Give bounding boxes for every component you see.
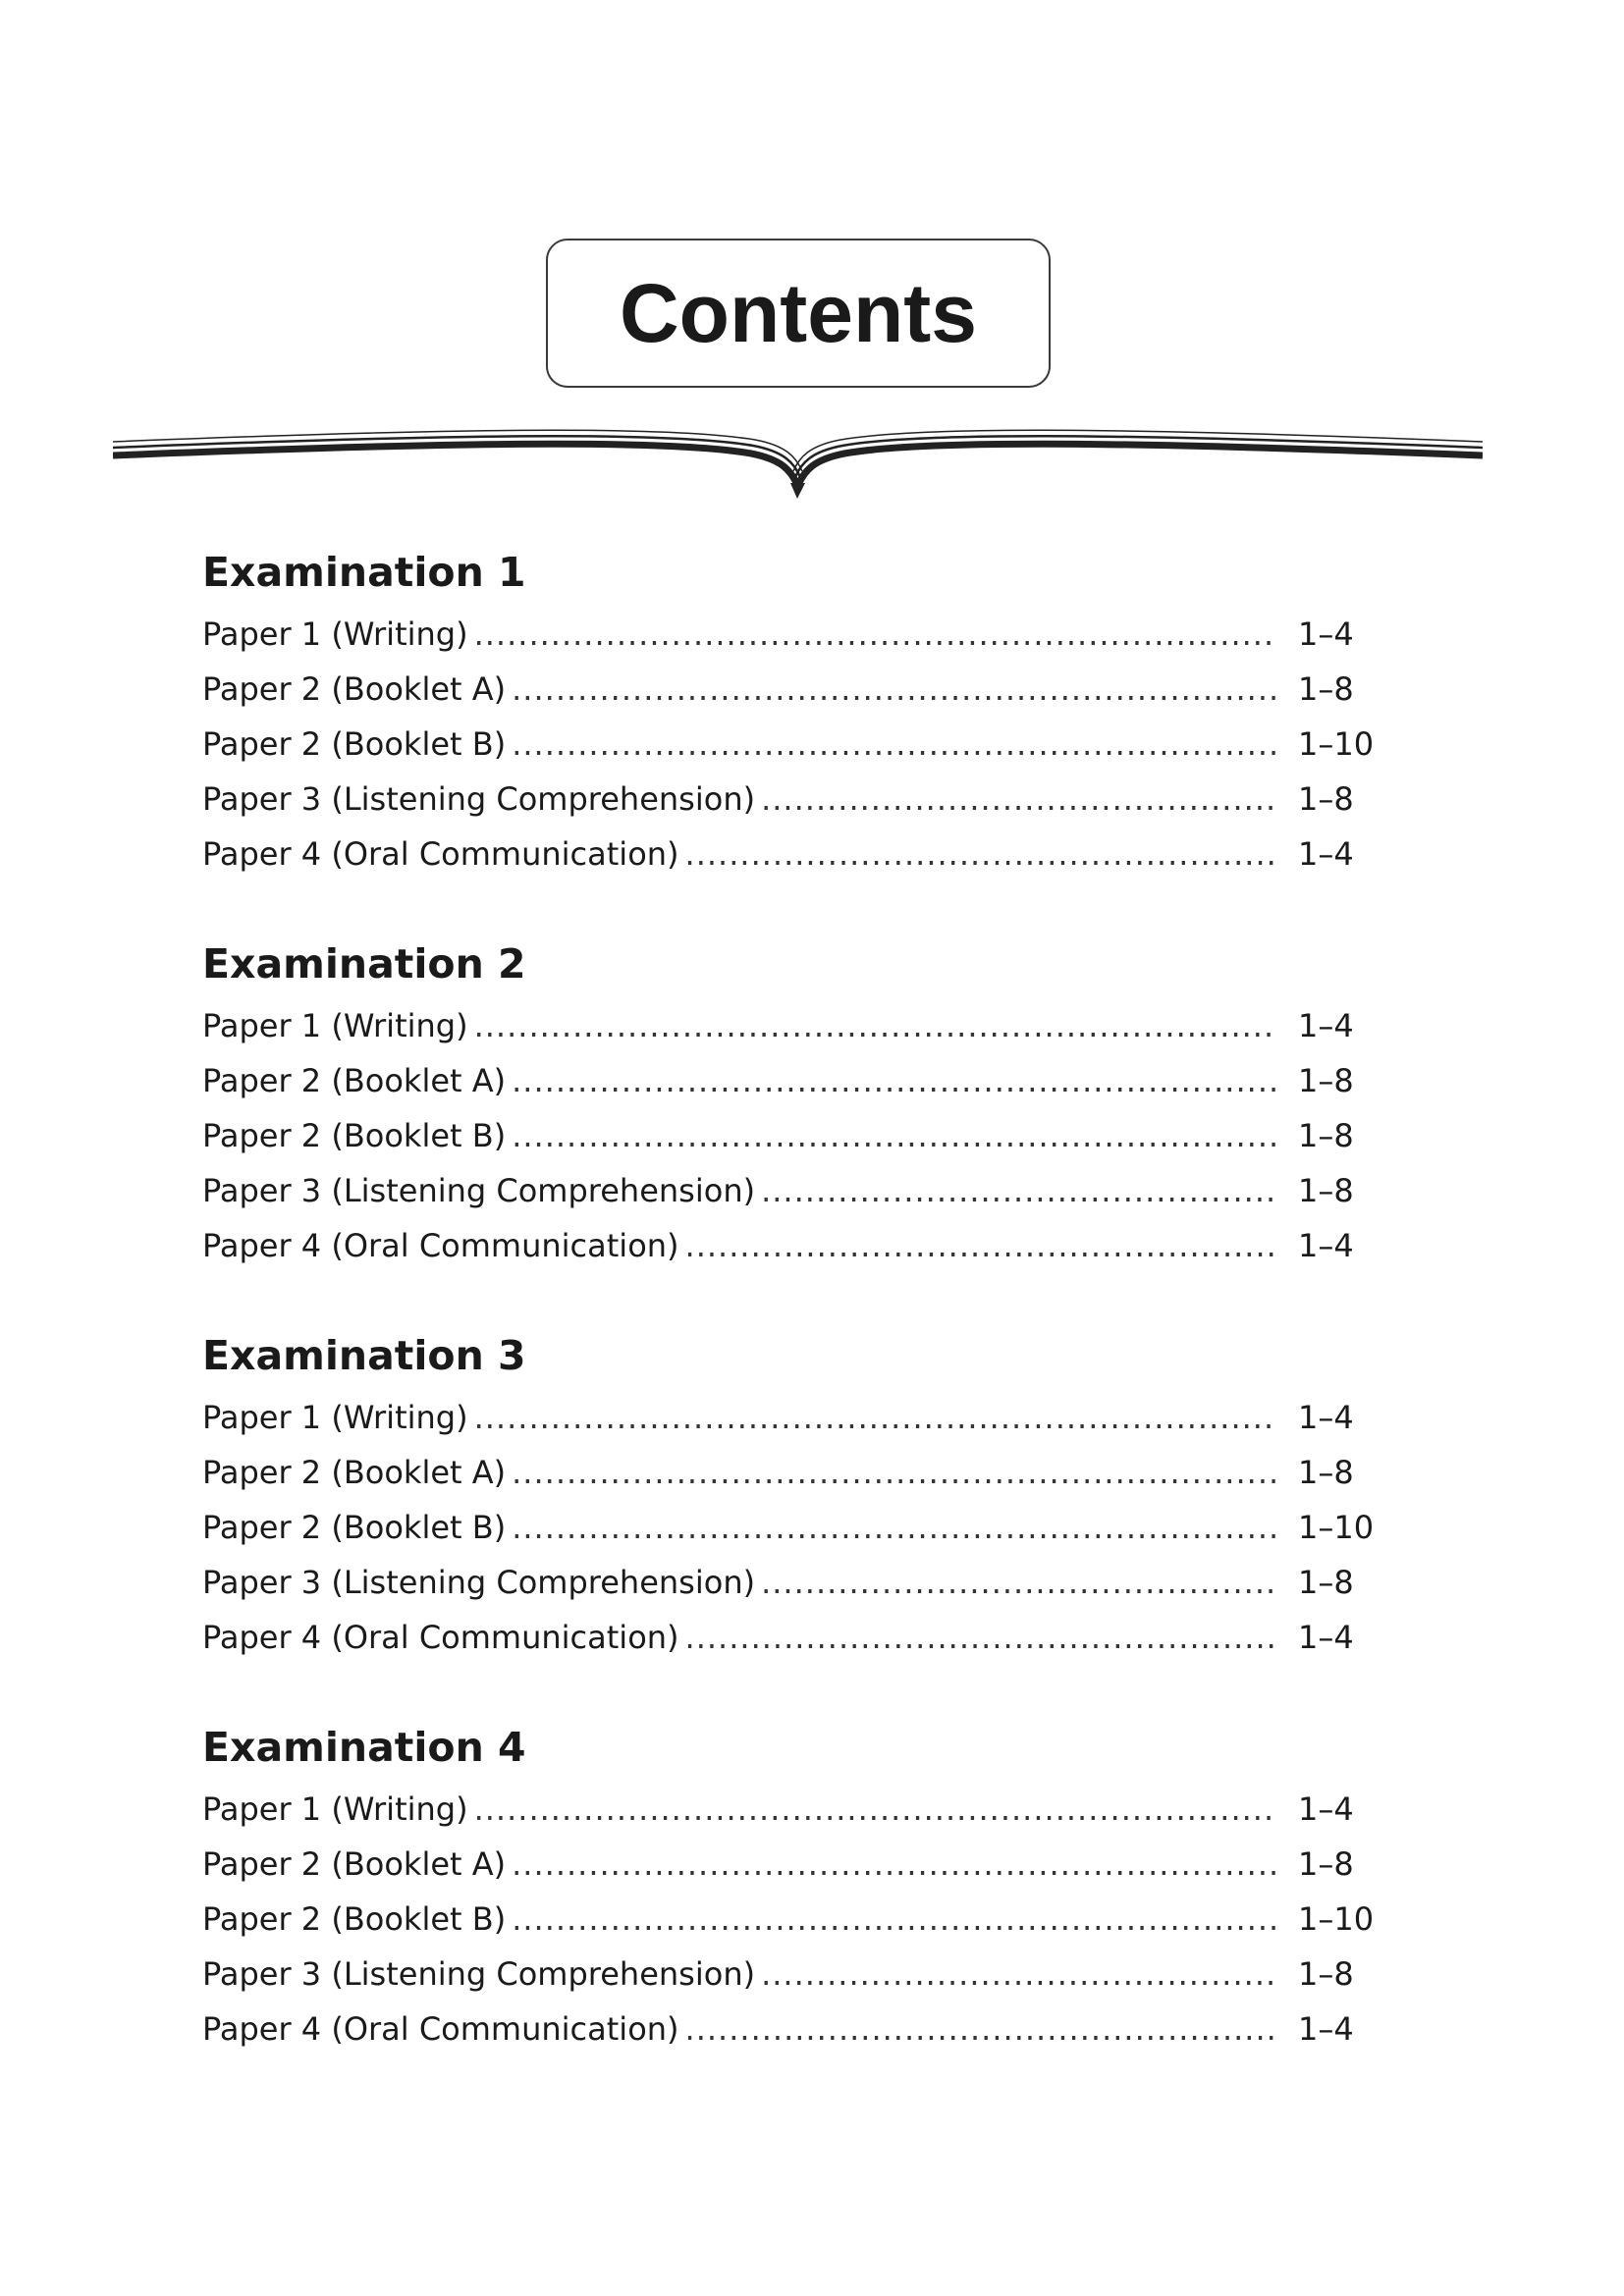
toc-dot-leader bbox=[512, 717, 1276, 772]
toc-entry-label: Paper 3 (Listening Comprehension) bbox=[202, 1955, 756, 1993]
divider-right-curve bbox=[798, 444, 1483, 485]
toc-entry bbox=[202, 1163, 1420, 1218]
toc-entry-pages: 1–4 bbox=[1298, 1399, 1354, 1436]
toc-dot-leader bbox=[512, 662, 1276, 717]
toc-entry bbox=[202, 607, 1420, 662]
exam-section bbox=[202, 1321, 1420, 1665]
toc-entry-pages: 1–8 bbox=[1298, 1564, 1354, 1601]
toc-entry-label: Paper 4 (Oral Communication) bbox=[202, 2010, 679, 2048]
toc-entry-pages: 1–4 bbox=[1298, 2010, 1354, 2048]
toc-entry-pages: 1–4 bbox=[1298, 1619, 1354, 1656]
toc-entry bbox=[202, 1218, 1420, 1273]
table-of-contents bbox=[202, 538, 1420, 2056]
section-spacer bbox=[202, 1665, 1420, 1713]
toc-entry-pages: 1–8 bbox=[1298, 1117, 1354, 1154]
toc-dot-leader bbox=[512, 1108, 1276, 1163]
toc-entry bbox=[202, 827, 1420, 881]
toc-entry bbox=[202, 1108, 1420, 1163]
toc-entry bbox=[202, 717, 1420, 772]
toc-entry-pages: 1–8 bbox=[1298, 1845, 1354, 1883]
toc-entry-label: Paper 2 (Booklet A) bbox=[202, 670, 507, 708]
toc-entry-pages: 1–10 bbox=[1298, 725, 1375, 763]
exam-heading: Examination 2 bbox=[202, 940, 526, 988]
exam-heading: Examination 4 bbox=[202, 1724, 526, 1771]
toc-entry-pages: 1–10 bbox=[1298, 1900, 1375, 1938]
toc-entry-label: Paper 3 (Listening Comprehension) bbox=[202, 780, 756, 818]
toc-dot-leader bbox=[474, 607, 1276, 662]
toc-entry-label: Paper 2 (Booklet B) bbox=[202, 725, 507, 763]
toc-entry-label: Paper 4 (Oral Communication) bbox=[202, 1619, 679, 1656]
toc-entry-label: Paper 3 (Listening Comprehension) bbox=[202, 1172, 756, 1209]
toc-entry-label: Paper 2 (Booklet B) bbox=[202, 1900, 507, 1938]
toc-entry-label: Paper 1 (Writing) bbox=[202, 1790, 468, 1828]
toc-dot-leader bbox=[685, 2002, 1276, 2056]
section-spacer bbox=[202, 881, 1420, 930]
toc-entry-label: Paper 3 (Listening Comprehension) bbox=[202, 1564, 756, 1601]
toc-dot-leader bbox=[761, 1947, 1276, 2002]
toc-entry-label: Paper 4 (Oral Communication) bbox=[202, 835, 679, 873]
toc-entry bbox=[202, 772, 1420, 827]
title-box bbox=[546, 239, 1051, 388]
exam-section bbox=[202, 1713, 1420, 2056]
toc-entry-label: Paper 2 (Booklet B) bbox=[202, 1509, 507, 1546]
exam-heading: Examination 3 bbox=[202, 1332, 526, 1379]
toc-dot-leader bbox=[512, 1445, 1276, 1500]
toc-dot-leader bbox=[512, 1500, 1276, 1555]
toc-entry bbox=[202, 1390, 1420, 1445]
toc-entry bbox=[202, 1445, 1420, 1500]
toc-entry-pages: 1–8 bbox=[1298, 1062, 1354, 1099]
toc-entry bbox=[202, 1555, 1420, 1610]
toc-dot-leader bbox=[761, 1555, 1276, 1610]
section-spacer bbox=[202, 1273, 1420, 1321]
toc-entry-pages: 1–8 bbox=[1298, 670, 1354, 708]
toc-entry-pages: 1–4 bbox=[1298, 1227, 1354, 1264]
toc-entry bbox=[202, 1782, 1420, 1837]
toc-entry-label: Paper 2 (Booklet A) bbox=[202, 1454, 507, 1491]
toc-dot-leader bbox=[512, 1053, 1276, 1108]
toc-entry bbox=[202, 2002, 1420, 2056]
toc-entry bbox=[202, 662, 1420, 717]
toc-dot-leader bbox=[761, 1163, 1276, 1218]
toc-entry bbox=[202, 1500, 1420, 1555]
toc-entry-pages: 1–8 bbox=[1298, 780, 1354, 818]
toc-entry-pages: 1–8 bbox=[1298, 1955, 1354, 1993]
toc-dot-leader bbox=[474, 1390, 1276, 1445]
toc-entry-label: Paper 2 (Booklet B) bbox=[202, 1117, 507, 1154]
toc-dot-leader bbox=[685, 827, 1276, 881]
toc-dot-leader bbox=[474, 1782, 1276, 1837]
toc-entry-label: Paper 4 (Oral Communication) bbox=[202, 1227, 679, 1264]
toc-dot-leader bbox=[685, 1218, 1276, 1273]
divider-spine bbox=[790, 483, 805, 499]
toc-entry-pages: 1–10 bbox=[1298, 1509, 1375, 1546]
toc-dot-leader bbox=[761, 772, 1276, 827]
toc-entry-pages: 1–4 bbox=[1298, 615, 1354, 653]
toc-dot-leader bbox=[474, 998, 1276, 1053]
toc-entry bbox=[202, 1610, 1420, 1665]
toc-dot-leader bbox=[512, 1837, 1276, 1892]
exam-section bbox=[202, 930, 1420, 1273]
toc-entry-pages: 1–4 bbox=[1298, 1790, 1354, 1828]
toc-dot-leader bbox=[512, 1892, 1276, 1947]
exam-section bbox=[202, 538, 1420, 881]
exam-heading: Examination 1 bbox=[202, 549, 526, 596]
toc-entry bbox=[202, 998, 1420, 1053]
toc-entry-pages: 1–8 bbox=[1298, 1454, 1354, 1491]
toc-entry-label: Paper 1 (Writing) bbox=[202, 615, 468, 653]
page-title: Contents bbox=[620, 266, 977, 359]
toc-entry-pages: 1–4 bbox=[1298, 835, 1354, 873]
toc-entry bbox=[202, 1892, 1420, 1947]
toc-entry bbox=[202, 1053, 1420, 1108]
toc-entry bbox=[202, 1947, 1420, 2002]
toc-entry-label: Paper 2 (Booklet A) bbox=[202, 1062, 507, 1099]
toc-entry-pages: 1–8 bbox=[1298, 1172, 1354, 1209]
toc-entry bbox=[202, 1837, 1420, 1892]
toc-dot-leader bbox=[685, 1610, 1276, 1665]
divider-left-curve bbox=[113, 444, 797, 485]
open-book-divider-icon bbox=[113, 424, 1483, 501]
toc-entry-label: Paper 2 (Booklet A) bbox=[202, 1845, 507, 1883]
toc-entry-label: Paper 1 (Writing) bbox=[202, 1399, 468, 1436]
toc-entry-label: Paper 1 (Writing) bbox=[202, 1007, 468, 1044]
toc-entry-pages: 1–4 bbox=[1298, 1007, 1354, 1044]
